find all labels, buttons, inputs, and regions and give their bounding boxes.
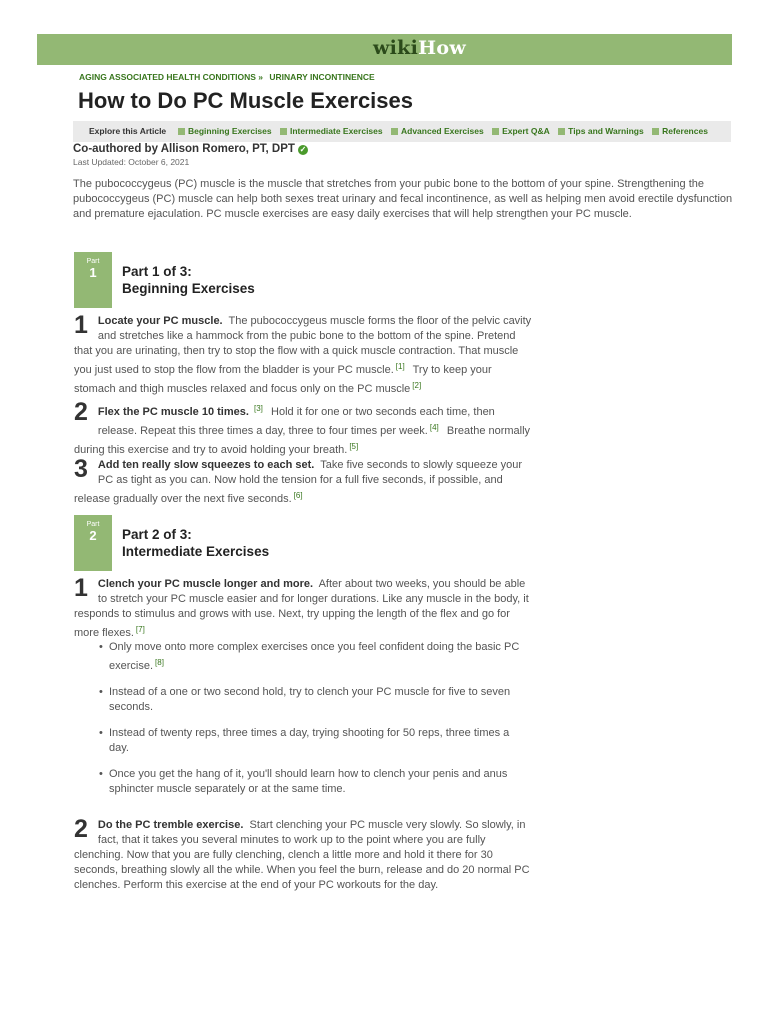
step-2-1-bullets (99, 640, 531, 808)
page-title: How to Do PC Muscle Exercises (78, 88, 413, 113)
step-1-2 (74, 398, 534, 458)
step-lead: Do the PC tremble exercise. (97, 819, 244, 831)
explore-link-intermediate[interactable]: Intermediate Exercises (280, 126, 383, 136)
step-number: 2 (74, 815, 88, 843)
explore-link-references[interactable]: References (652, 126, 708, 136)
step-text: The pubococcygeus muscle forms the floor of the pelvic cavity and stretches like a hammock from the pubic bone to the bottom of the spine. Pretend that you are urinating, then try to stop the flow with a quick muscle contraction. That muscle you just used to stop the flow from the bladder is your PC muscle. (74, 315, 532, 376)
reference-link[interactable]: [6] (293, 491, 303, 500)
logo-wiki: wiki (373, 37, 419, 59)
step-number: 3 (74, 455, 88, 483)
explore-link-advanced[interactable]: Advanced Exercises (391, 126, 484, 136)
breadcrumb-item-aging[interactable]: AGING ASSOCIATED HEALTH CONDITIONS » (79, 72, 264, 82)
logo-how: How (418, 37, 467, 59)
bullet-square-icon (178, 128, 185, 135)
part-number: 2 (89, 528, 97, 543)
step-text: Start clenching your PC muscle very slowly. So slowly, in fact, that it takes you several minutes to work up to the point where you are fully clenching. Now that you are fully clenching, clench a little more and hold it there for 30 seconds, breathing slowly all the while. When you feel the burn, release and do 20 normal PC clenches. Perform this exercise at the end of your PC workouts for the day. (74, 819, 530, 891)
wikihow-logo[interactable] (373, 37, 466, 59)
bullet-square-icon (391, 128, 398, 135)
verified-check-icon: ✓ (299, 145, 307, 154)
reference-link[interactable]: [8] (155, 658, 164, 667)
step-number: 1 (74, 311, 88, 339)
explore-label: Explore this Article (89, 126, 167, 136)
part-2-badge (74, 515, 112, 571)
step-text: Take five seconds to slowly squeeze your PC as tight as you can. Now hold the tension for a full five seconds, if possible, and release gradually over the next five seconds. (74, 459, 523, 505)
part-number: 1 (89, 265, 97, 280)
part-label: Part (86, 258, 100, 265)
bullet-square-icon (558, 128, 565, 135)
step-text: Try to keep your stomach and thigh muscles relaxed and focus only on the PC muscle (74, 364, 492, 395)
reference-link[interactable]: [7] (135, 625, 145, 634)
step-text: After about two weeks, you should be able to stretch your PC muscle easier and for longer durations. Like any muscle in the body, it responds to stimulus and grows with use. Next, try upping the length of the flex and go for more flexes. (74, 578, 529, 639)
step-lead: Flex the PC muscle 10 times. (97, 406, 249, 418)
step-1-3 (74, 455, 534, 507)
reference-link[interactable]: [4] (429, 423, 439, 432)
reference-link[interactable]: [3] (253, 404, 263, 413)
step-1-1 (74, 311, 534, 397)
site-header (37, 34, 732, 65)
explore-link-expert-qa[interactable]: Expert Q&A (492, 126, 550, 136)
bullet-square-icon (652, 128, 659, 135)
coauthor-text: Co-authored by Allison Romero, PT, DPT (73, 143, 295, 155)
part-1-heading: Part 1 of 3: Beginning Exercises (122, 264, 255, 296)
part-2-heading: Part 2 of 3: Intermediate Exercises (122, 527, 270, 559)
reference-link[interactable]: [5] (349, 442, 359, 451)
list-item: • Only move onto more complex exercises once you feel confident doing the basic PC exercise. [8] (99, 640, 531, 674)
step-text: Breathe normally during this exercise and try to avoid holding your breath. (74, 425, 531, 456)
step-lead: Clench your PC muscle longer and more. (97, 578, 314, 590)
breadcrumb-item-urinary[interactable]: URINARY INCONTINENCE (269, 72, 375, 82)
coauthor-line[interactable] (73, 143, 308, 155)
part-1-badge (74, 252, 112, 308)
breadcrumb (79, 72, 379, 82)
step-lead: Add ten really slow squeezes to each set. (97, 459, 315, 471)
list-item: • Instead of twenty reps, three times a day, trying shooting for 50 reps, three times a day. (99, 726, 531, 756)
explore-link-beginning[interactable]: Beginning Exercises (178, 126, 272, 136)
step-number: 1 (74, 574, 88, 602)
list-item: • Once you get the hang of it, you'll should learn how to clench your penis and anus sphincter muscle separately or at the same time. (99, 767, 531, 797)
reference-link[interactable]: [1] (395, 362, 405, 371)
reference-link[interactable]: [2] (412, 381, 422, 390)
explore-article-bar (73, 121, 731, 142)
intro-paragraph: The pubococcygeus (PC) muscle is the muscle that stretches from your pubic bone to the bottom of your spine. Strengthening the pubococcygeus (PC) muscle can help both sexes treat urinary and fecal incontinence, as well as helping men avoid erectile dysfunction and premature ejaculation. PC muscle exercises are easy daily exercises that will help strengthen your PC muscle. (73, 178, 733, 220)
part-label: Part (86, 521, 100, 528)
step-text: Hold it for one or two seconds each time, then release. Repeat this three times a day, three to four times per week. (97, 406, 495, 437)
explore-links (178, 126, 714, 136)
step-number: 2 (74, 398, 88, 426)
last-updated: Last Updated: October 6, 2021 (73, 157, 190, 167)
bullet-square-icon (492, 128, 499, 135)
step-lead: Locate your PC muscle. (97, 315, 223, 327)
list-item: • Instead of a one or two second hold, try to clench your PC muscle for five to seven seconds. (99, 685, 531, 715)
step-2-2 (74, 815, 534, 893)
step-2-1 (74, 574, 534, 641)
bullet-square-icon (280, 128, 287, 135)
explore-link-tips[interactable]: Tips and Warnings (558, 126, 644, 136)
